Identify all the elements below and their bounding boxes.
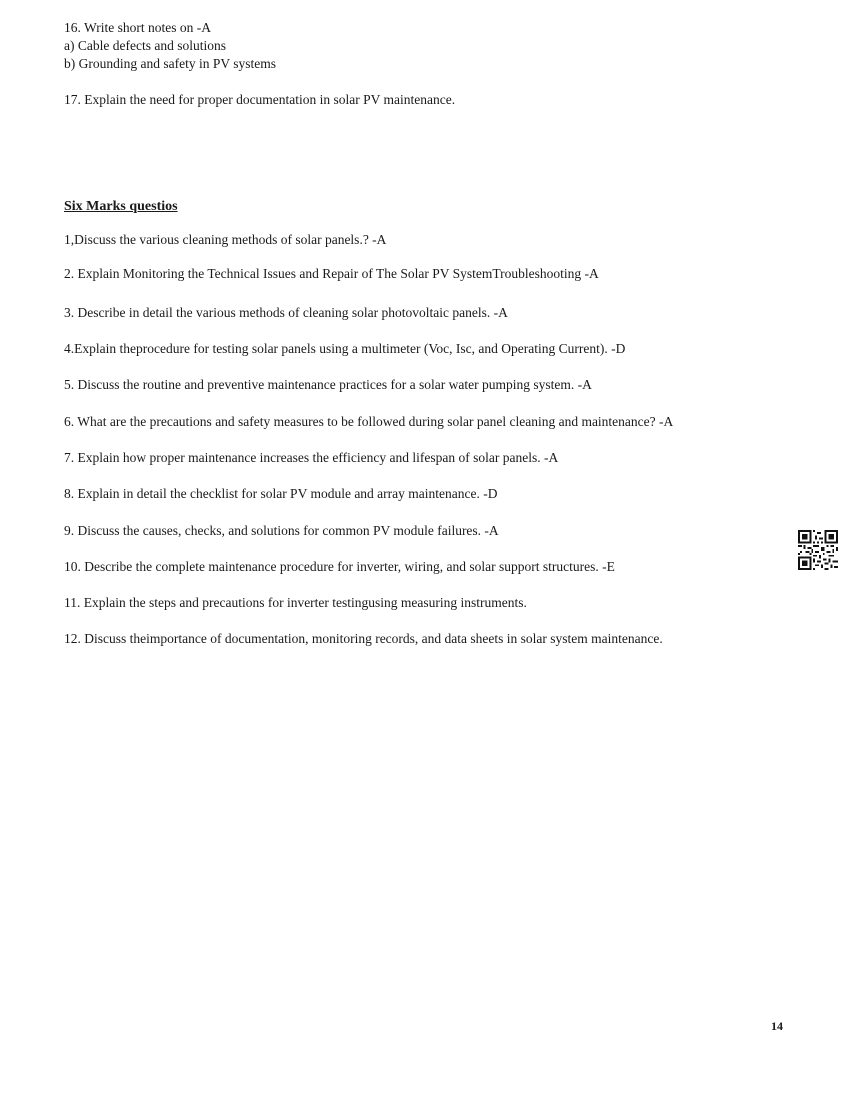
question-16a: a) Cable defects and solutions <box>64 38 226 53</box>
qr-code-icon <box>798 530 838 570</box>
six-marks-question-5: 5. Discuss the routine and preventive maintenance practices for a solar water pumping system. -A <box>64 377 592 392</box>
six-marks-question-11: 11. Explain the steps and precautions for inverter testingusing measuring instruments. <box>64 595 527 610</box>
question-16b: b) Grounding and safety in PV systems <box>64 56 276 71</box>
six-marks-question-10: 10. Describe the complete maintenance procedure for inverter, wiring, and solar support structures. -E <box>64 559 615 574</box>
six-marks-question-1: 1,Discuss the various cleaning methods of solar panels.? -A <box>64 232 387 247</box>
six-marks-question-7: 7. Explain how proper maintenance increases the efficiency and lifespan of solar panels. -A <box>64 450 559 465</box>
question-16: 16. Write short notes on -A <box>64 20 211 35</box>
six-marks-question-8: 8. Explain in detail the checklist for solar PV module and array maintenance. -D <box>64 486 498 501</box>
six-marks-heading: Six Marks questios <box>64 199 178 214</box>
six-marks-question-2: 2. Explain Monitoring the Technical Issues and Repair of The Solar PV SystemTroubleshooting -A <box>64 266 599 281</box>
six-marks-question-3: 3. Describe in detail the various methods of cleaning solar photovoltaic panels. -A <box>64 305 508 320</box>
six-marks-question-12: 12. Discuss theimportance of documentation, monitoring records, and data sheets in solar system maintenance. <box>64 631 663 646</box>
page-number: 14 <box>771 1019 783 1033</box>
six-marks-question-4: 4.Explain theprocedure for testing solar panels using a multimeter (Voc, Isc, and Operating Current). -D <box>64 341 626 356</box>
six-marks-question-6: 6. What are the precautions and safety measures to be followed during solar panel cleaning and maintenance? -A <box>64 414 674 429</box>
question-17: 17. Explain the need for proper documentation in solar PV maintenance. <box>64 92 456 107</box>
six-marks-question-9: 9. Discuss the causes, checks, and solutions for common PV module failures. -A <box>64 523 499 538</box>
